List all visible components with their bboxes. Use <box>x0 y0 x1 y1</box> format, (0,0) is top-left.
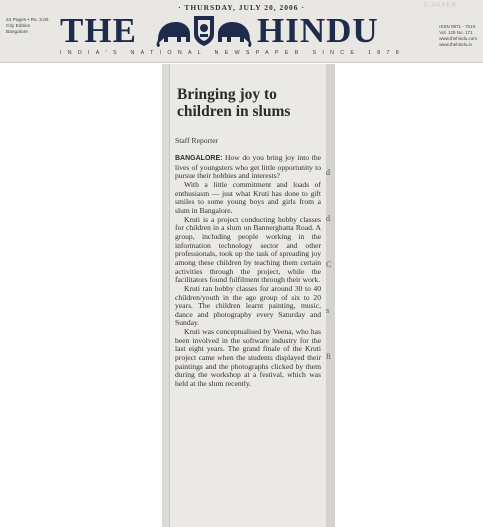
issue-info-line: www.thehindu.com <box>439 36 477 41</box>
adjacent-column-fragment: d <box>326 214 330 223</box>
adjacent-column-fragment: s <box>326 306 330 315</box>
article-paragraph-text: How do you bring joy into the lives of youngsters who get little opportunity to pursue their hobbies and interests? <box>175 153 321 181</box>
masthead-dateline: · THURSDAY, JULY 20, 2006 · <box>178 3 305 12</box>
issue-info-line: ISSN 0971 - 751X <box>439 24 476 29</box>
news-article <box>169 64 326 527</box>
article-dateline: BANGALORE: <box>175 155 223 162</box>
masthead-title-hindu: HINDU <box>257 11 379 50</box>
adjacent-column-fragment: C <box>326 260 332 269</box>
epaper-label: E-PAPER <box>424 3 457 9</box>
article-headline: Bringing joy to children in slums <box>177 86 291 120</box>
issue-info <box>439 24 477 48</box>
article-paragraph: With a little commitment and loads of enthusiasm — just what Kruti has done to gift smiles to some young boys and girls from a slum in Bangalore. <box>175 179 321 215</box>
elephants-emblem-icon <box>154 10 254 48</box>
adjacent-column-fragment: d <box>326 168 330 177</box>
edition-info-line: City Edition <box>6 24 31 29</box>
article-body <box>175 154 321 389</box>
masthead-tagline: INDIA'S NATIONAL NEWSPAPER SINCE 1878 <box>60 50 405 56</box>
issue-info-line: Vol. 129 No. 171 <box>439 30 473 35</box>
adjacent-column-fragments <box>326 150 331 380</box>
edition-info-line: 24 Pages • Rs. 3.00 <box>6 18 49 23</box>
article-paragraph: Kruti is a project conducting hobby classes for children in a slum on Bannerghatta Road. A group, including people working in the information technology sector and other professionals, took up the task of spreading joy among these children by teaching them certain activities through the project, while the facilitators found fulfilment through their work. <box>175 214 321 285</box>
masthead <box>0 0 483 63</box>
masthead-title-the: THE <box>60 11 137 50</box>
edition-info <box>6 18 48 36</box>
article-paragraph <box>175 154 321 181</box>
adjacent-column-fragment: fi <box>326 352 331 361</box>
article-paragraph: Kruti was conceptualised by Veena, who has been involved in the software industry for the last eight years. The grand finale of the Kruti project came when the students displayed their paintings and the photographs clicked by them during the workshop at a festival, which was held at the slum recently. <box>175 327 321 389</box>
issue-info-line: www.thehindu.in <box>439 42 472 47</box>
article-byline: Staff Reporter <box>175 136 219 145</box>
article-paragraph: Kruti ran hobby classes for around 30 to 40 children/youth in the age group of six to 20 years. The children learnt painting, music, dance and photography every Saturday and Sunday. <box>175 283 321 328</box>
edition-info-line: Bangalore <box>6 30 28 35</box>
